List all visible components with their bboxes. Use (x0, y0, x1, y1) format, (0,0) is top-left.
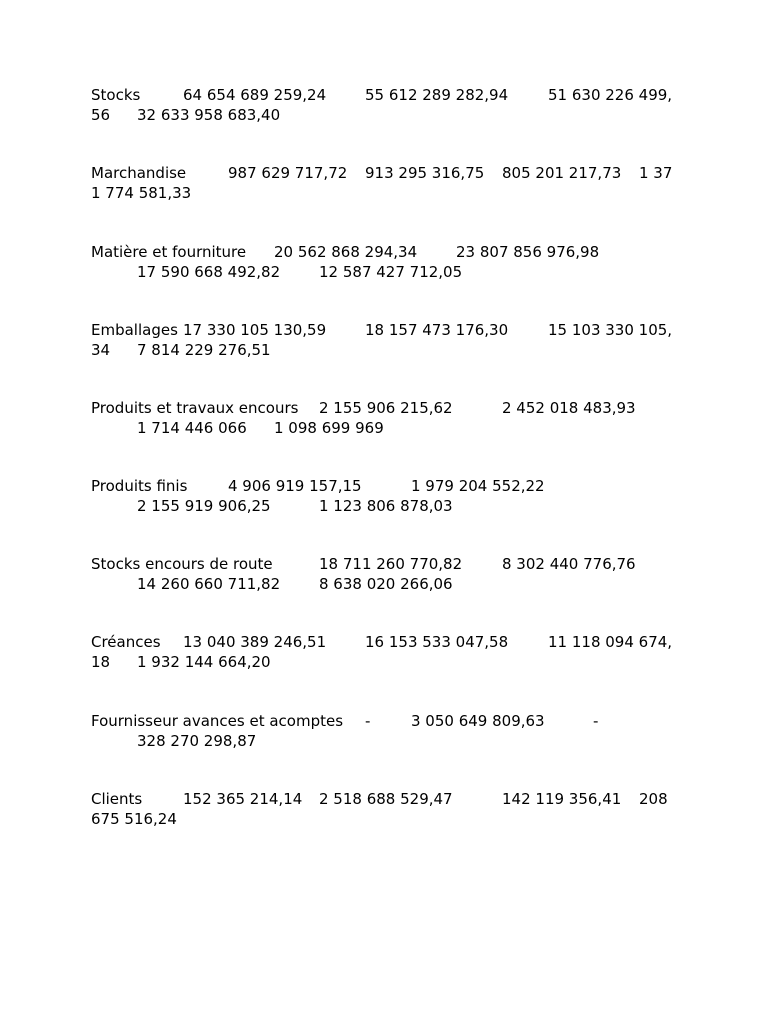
row-label: Produits et travaux encours (91, 399, 299, 417)
row-line-1 (91, 711, 599, 731)
value-3: 15 103 330 105, (548, 321, 673, 339)
value-1: 13 040 389 246,51 (183, 633, 327, 651)
value-4-continued: 1 774 581,33 (91, 184, 192, 202)
row-label: Emballages (91, 321, 178, 339)
value-1: 64 654 689 259,24 (183, 86, 327, 104)
row-creances (91, 632, 691, 672)
row-line-2 (91, 496, 453, 516)
value-1: 18 711 260 770,82 (319, 555, 463, 573)
value-2: 23 807 856 976,98 (456, 243, 600, 261)
value-1: 2 155 906 215,62 (319, 399, 453, 417)
row-produits-et-travaux-encours (91, 398, 691, 438)
value-4-continued: 675 516,24 (91, 810, 177, 828)
value-2: 3 050 649 809,63 (411, 712, 545, 730)
value-4: 1 932 144 664,20 (137, 653, 271, 671)
row-line-1 (91, 554, 636, 574)
row-marchandise (91, 163, 691, 203)
value-4: 1 123 806 878,03 (319, 497, 453, 515)
row-produits-finis (91, 476, 691, 516)
value-2: 2 518 688 529,47 (319, 790, 453, 808)
row-stocks (91, 85, 691, 125)
value-3: 142 119 356,41 (502, 790, 622, 808)
value-3: 14 260 660 711,82 (137, 575, 281, 593)
value-1: 4 906 919 157,15 (228, 477, 362, 495)
row-label: Matière et fourniture (91, 243, 247, 261)
value-2: 8 302 440 776,76 (502, 555, 636, 573)
row-clients (91, 789, 691, 829)
row-line-1 (91, 242, 600, 262)
value-3: 2 155 919 906,25 (137, 497, 271, 515)
row-line-1 (91, 85, 673, 105)
row-line-2 (91, 105, 281, 125)
value-2: 16 153 533 047,58 (365, 633, 509, 651)
row-line-1 (91, 476, 545, 496)
value-2: 2 452 018 483,93 (502, 399, 636, 417)
value-3-continued: 34 (91, 341, 111, 359)
value-3: 805 201 217,73 (502, 164, 622, 182)
value-3: 11 118 094 674, (548, 633, 673, 651)
row-stocks-encours-de-route (91, 554, 691, 594)
row-line-1 (91, 789, 668, 809)
value-2: 913 295 316,75 (365, 164, 485, 182)
row-line-2 (91, 262, 463, 282)
row-line-2 (91, 731, 257, 751)
value-3: - (593, 712, 599, 730)
value-1: 152 365 214,14 (183, 790, 303, 808)
value-3-continued: 18 (91, 653, 111, 671)
row-label: Produits finis (91, 477, 188, 495)
row-line-2 (91, 652, 271, 672)
value-3-continued: 56 (91, 106, 111, 124)
row-line-2 (91, 340, 271, 360)
row-label: Stocks encours de route (91, 555, 273, 573)
value-2: 1 979 204 552,22 (411, 477, 545, 495)
row-line-1 (91, 320, 673, 340)
value-4: 1 37 (639, 164, 673, 182)
row-label: Fournisseur avances et acomptes (91, 712, 344, 730)
row-fournisseur-avances-et-acomptes (91, 711, 691, 751)
value-2: 18 157 473 176,30 (365, 321, 509, 339)
row-line-2 (91, 183, 192, 203)
value-4: 32 633 958 683,40 (137, 106, 281, 124)
row-label: Clients (91, 790, 143, 808)
value-4: 7 814 229 276,51 (137, 341, 271, 359)
row-matiere-et-fourniture (91, 242, 691, 282)
value-1: - (365, 712, 371, 730)
value-4: 1 098 699 969 (274, 419, 384, 437)
value-4: 328 270 298,87 (137, 732, 257, 750)
value-4: 12 587 427 712,05 (319, 263, 463, 281)
value-1: 17 330 105 130,59 (183, 321, 327, 339)
value-4: 8 638 020 266,06 (319, 575, 453, 593)
value-4: 208 (639, 790, 668, 808)
value-2: 55 612 289 282,94 (365, 86, 509, 104)
row-label: Marchandise (91, 164, 187, 182)
row-label: Créances (91, 633, 161, 651)
row-line-1 (91, 398, 636, 418)
value-3: 1 714 446 066 (137, 419, 247, 437)
row-label: Stocks (91, 86, 141, 104)
value-3: 17 590 668 492,82 (137, 263, 281, 281)
value-1: 987 629 717,72 (228, 164, 348, 182)
row-line-2 (91, 418, 384, 438)
row-line-2 (91, 574, 453, 594)
value-3: 51 630 226 499, (548, 86, 673, 104)
value-1: 20 562 868 294,34 (274, 243, 418, 261)
row-line-1 (91, 632, 673, 652)
row-emballages (91, 320, 691, 360)
row-line-1 (91, 163, 673, 183)
row-line-2 (91, 809, 177, 829)
